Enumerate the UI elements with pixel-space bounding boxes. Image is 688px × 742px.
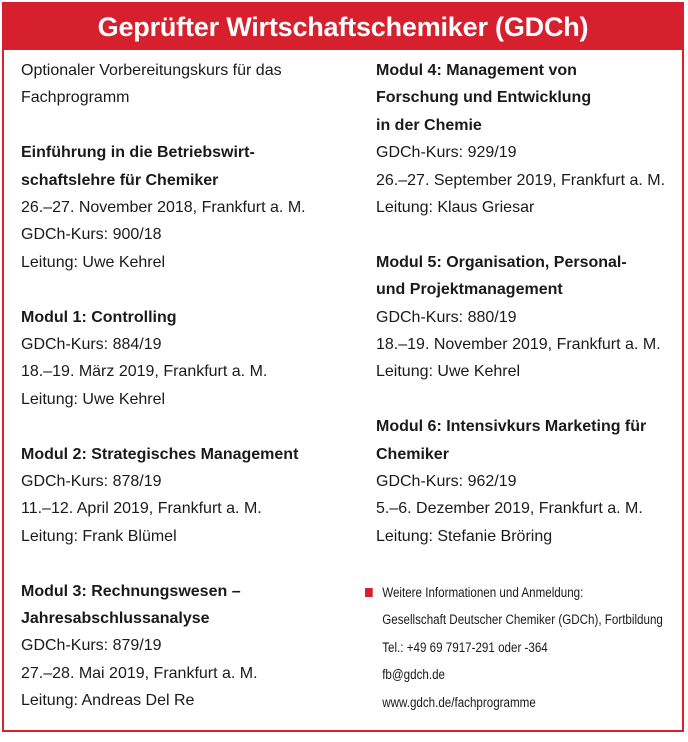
- contact-heading: Weitere Informationen und Anmeldung:: [382, 585, 584, 600]
- module-title: Modul 5: Organisation, Personal-: [376, 253, 627, 271]
- module-lead: Leitung: Uwe Kehrel: [376, 363, 521, 381]
- module-course-number: GDCh-Kurs: 900/18: [21, 226, 162, 244]
- right-column: [376, 57, 676, 578]
- module-date: 5.–6. Dezember 2019, Frankfurt a. M.: [376, 500, 643, 518]
- module-date: 18.–19. November 2019, Frankfurt a. M.: [376, 336, 661, 354]
- contact-email-link[interactable]: fb@gdch.de: [382, 667, 445, 683]
- module-title: Jahresabschlussanalyse: [21, 610, 210, 628]
- module-title: Modul 4: Management von: [376, 62, 577, 79]
- module-title: Modul 1: Controlling: [21, 308, 177, 326]
- module-course-number: GDCh-Kurs: 884/19: [21, 336, 162, 354]
- module-6: [376, 413, 676, 550]
- module-3: [21, 578, 351, 715]
- contact-organization: Gesellschaft Deutscher Chemiker (GDCh), Fortbildung: [382, 612, 663, 628]
- module-title: Modul 2: Strategisches Management: [21, 445, 299, 463]
- module-5: [376, 249, 676, 386]
- module-lead: Leitung: Frank Blümel: [21, 527, 177, 545]
- course-info-box: [2, 2, 684, 732]
- module-course-number: GDCh-Kurs: 879/19: [21, 637, 162, 655]
- module-title: Einführung in die Betriebswirt-: [21, 144, 255, 162]
- module-intro-course: [21, 139, 351, 276]
- page-title: Geprüfter Wirtschaftschemiker (GDCh): [4, 4, 682, 50]
- module-title: Forschung und Entwicklung: [376, 89, 592, 107]
- square-bullet-icon: [365, 588, 373, 597]
- module-lead: Leitung: Uwe Kehrel: [21, 390, 166, 408]
- intro-text: [21, 57, 351, 112]
- module-course-number: GDCh-Kurs: 929/19: [376, 144, 517, 162]
- module-date: 27.–28. Mai 2019, Frankfurt a. M.: [21, 664, 258, 682]
- module-title: Chemiker: [376, 445, 449, 463]
- module-title: in der Chemie: [376, 116, 482, 134]
- contact-phone: Tel.: +49 69 7917-291 oder -364: [382, 639, 548, 655]
- module-2: [21, 441, 351, 551]
- module-title: Modul 6: Intensivkurs Marketing für: [376, 418, 647, 436]
- contact-website-link[interactable]: www.gdch.de/fachprogramme: [382, 694, 536, 710]
- module-lead: Leitung: Andreas Del Re: [21, 692, 195, 710]
- module-date: 26.–27. September 2019, Frankfurt a. M.: [376, 171, 666, 189]
- contact-heading-row: [365, 579, 632, 606]
- module-course-number: GDCh-Kurs: 878/19: [21, 473, 162, 491]
- module-lead: Leitung: Stefanie Bröring: [376, 527, 553, 545]
- intro-line: Fachprogramm: [21, 89, 130, 107]
- left-column: [21, 57, 351, 742]
- module-date: 11.–12. April 2019, Frankfurt a. M.: [21, 500, 262, 518]
- module-lead: Leitung: Klaus Griesar: [376, 199, 535, 217]
- module-date: 26.–27. November 2018, Frankfurt a. M.: [21, 199, 306, 217]
- intro-line: Optionaler Vorbereitungskurs für das: [21, 62, 282, 79]
- module-4: [376, 57, 676, 221]
- module-lead: Leitung: Uwe Kehrel: [21, 253, 166, 271]
- module-course-number: GDCh-Kurs: 962/19: [376, 473, 517, 491]
- module-date: 18.–19. März 2019, Frankfurt a. M.: [21, 363, 268, 381]
- module-title: schaftslehre für Chemiker: [21, 171, 219, 189]
- module-title: und Projektmanagement: [376, 281, 563, 299]
- module-title: Modul 3: Rechnungswesen –: [21, 582, 241, 600]
- contact-info: [365, 579, 663, 716]
- module-course-number: GDCh-Kurs: 880/19: [376, 308, 517, 326]
- contact-details: [365, 606, 663, 716]
- module-1: [21, 304, 351, 414]
